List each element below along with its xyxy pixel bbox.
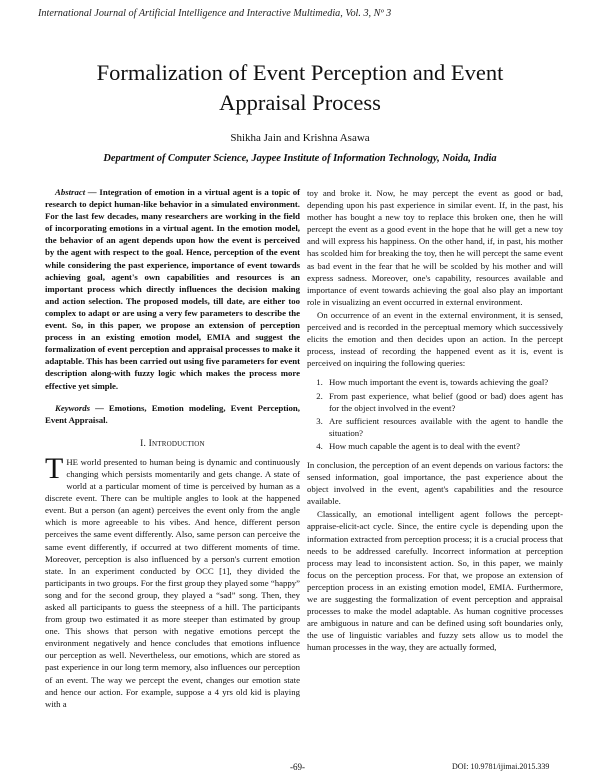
list-item: 3. Are sufficient resources available with the agent to handle the situation? [325,415,563,439]
abstract-lead: Abstract — [55,187,97,197]
keywords [45,402,300,426]
affiliation: Department of Computer Science, Jaypee Institute of Information Technology, Noida, India [103,153,497,164]
authors: Shikha Jain and Krishna Asawa [230,132,370,144]
page-number: -69- [290,762,305,772]
doi: DOI: 10.9781/ijimai.2015.339 [452,762,550,771]
journal-header: International Journal of Artificial Intelligence and Interactive Multimedia, Vol. 3, Nº 3 [38,8,392,19]
list-item: 1. How much important the event is, towards achieving the goal? [325,376,563,388]
abstract-text: Integration of emotion in a virtual agent is a topic of research to depict human-like behavior in a simulated environment. For the last few decades, many researchers are working in the field of incorporating emotions in a virtual agent. In the emotion model, the behavior of an agent depends upon how the event is perceived by the agent with respect to the goal. Hence, perception of the event while considering the past experience, importance of event towards achieving goal, agent's own capabilities and resources is an important process which directly influences the decision making and action selection. The proposed models, till date, are either too complex to adapt or are using a very few parameters to describe the event. So, in this paper, we propose an extension of perception process in an existing emotion model, EMIA and suggest the formalization of event perception and appraisal processes to make it adaptable. This has been carried out using five parameters for event description along-with fuzzy logic which makes the process more effective yet simple. [45,187,301,391]
right-paragraph-3: In conclusion, the perception of an event depends on various factors: the sensed information, goal importance, the past experience about the object involved in the event, agent's capabilities and the resource available. [307,459,563,507]
list-item: 2. From past experience, what belief (good or bad) does agent has for the object involved in the event? [325,390,563,414]
right-column [307,187,563,653]
abstract [45,186,300,392]
right-paragraph-1: toy and broke it. Now, he may percept the event as good or bad, depending upon his past experience in similar event. If, in the past, his mother has bought a new toy to replace this broken one, then he will percept the event as a good event in the hope that he will get a new toy and will express his happiness. On the other hand, if, in past, his mother has scolded him for breaking the toy, then he will percept the same event as bad event in the fear that he will be scolded by his mother and will express sadness. Moreover, one's capability, resources available and importance of event towards achieving the goal also play an important role in visualizing an event occurred in external environment. [307,188,563,307]
drop-cap: T [45,451,64,485]
paper-title: Formalization of Event Perception and Event Appraisal Process [96,60,504,115]
list-item: 4. How much capable the agent is to deal with the event? [325,440,563,452]
intro-paragraph-1-text: HE world presented to human being is dynamic and continuously changing which persists momentarily and gets change. A state of world at a particular moment of time is perceived by human as a discrete event. There can be multiple angles to look at the happened event. But a person (an agent) perceives the event only from the angle which is more agreeable to his vibes. And hence, different person perceives the same event differently. Also, same person can perceive the same event differently, if occurred at two different moments of time. Moreover, perception is also influenced by a person's current emotion state. In an experiment conducted by OCC [1], they divided the participants in two groups. For the first group they played some “happy” song and for the second group, they played a “sad” song. Then, they asked all participants to guess the steepness of a hill. The participants from group two estimated it as more steeper than estimated by group one. This shows that person with negative emotions percept the environment negatively and hence concludes that emotions influence our perception as well. Nevertheless, our emotions, which are stored as past experience in our long term memory, also influences our perception of an event. The way we percept the event, changes our emotion state and hence our action. For example, suppose a 4 yrs old kid is playing with a [45,456,300,709]
left-column [45,186,300,710]
keywords-lead: Keywords [55,402,90,413]
intro-paragraph-1 [45,451,300,710]
right-paragraph-2: On occurrence of an event in the external environment, it is sensed, perceived and is recorded in the perceptual memory which successively elicits the emotion and then decides upon an action. In the percept process, instead of recording the happened event as it is, event is perceived on inquiring the following queries: [307,309,563,369]
queries-list [307,376,563,452]
section-heading-introduction: I. Introduction [140,438,205,449]
keywords-text: — Emotions, Emotion modeling, Event Perception, Event Appraisal. [45,402,300,425]
right-paragraph-4: Classically, an emotional intelligent agent follows the percept-appraise-elicit-act cycle. Since, the entire cycle is depending upon the information extracted from perception process; it is a crucial process that needs to be addressed carefully. Incorrect information at perception process may lead to inconsistent action. So, in this paper, we mainly focus on the perception process. For that, we propose an extension of perception process in an existing emotion model, EMIA. Furthermore, we are suggesting the formalization of event perception and appraisal processes to make the model adaptable. As human cognitive processes are ambiguous in nature and can be defined using soft boundaries only, the use of linguistic variables and fuzzy sets allow us to model the human processes in the way, they are actually formed, [307,509,563,653]
